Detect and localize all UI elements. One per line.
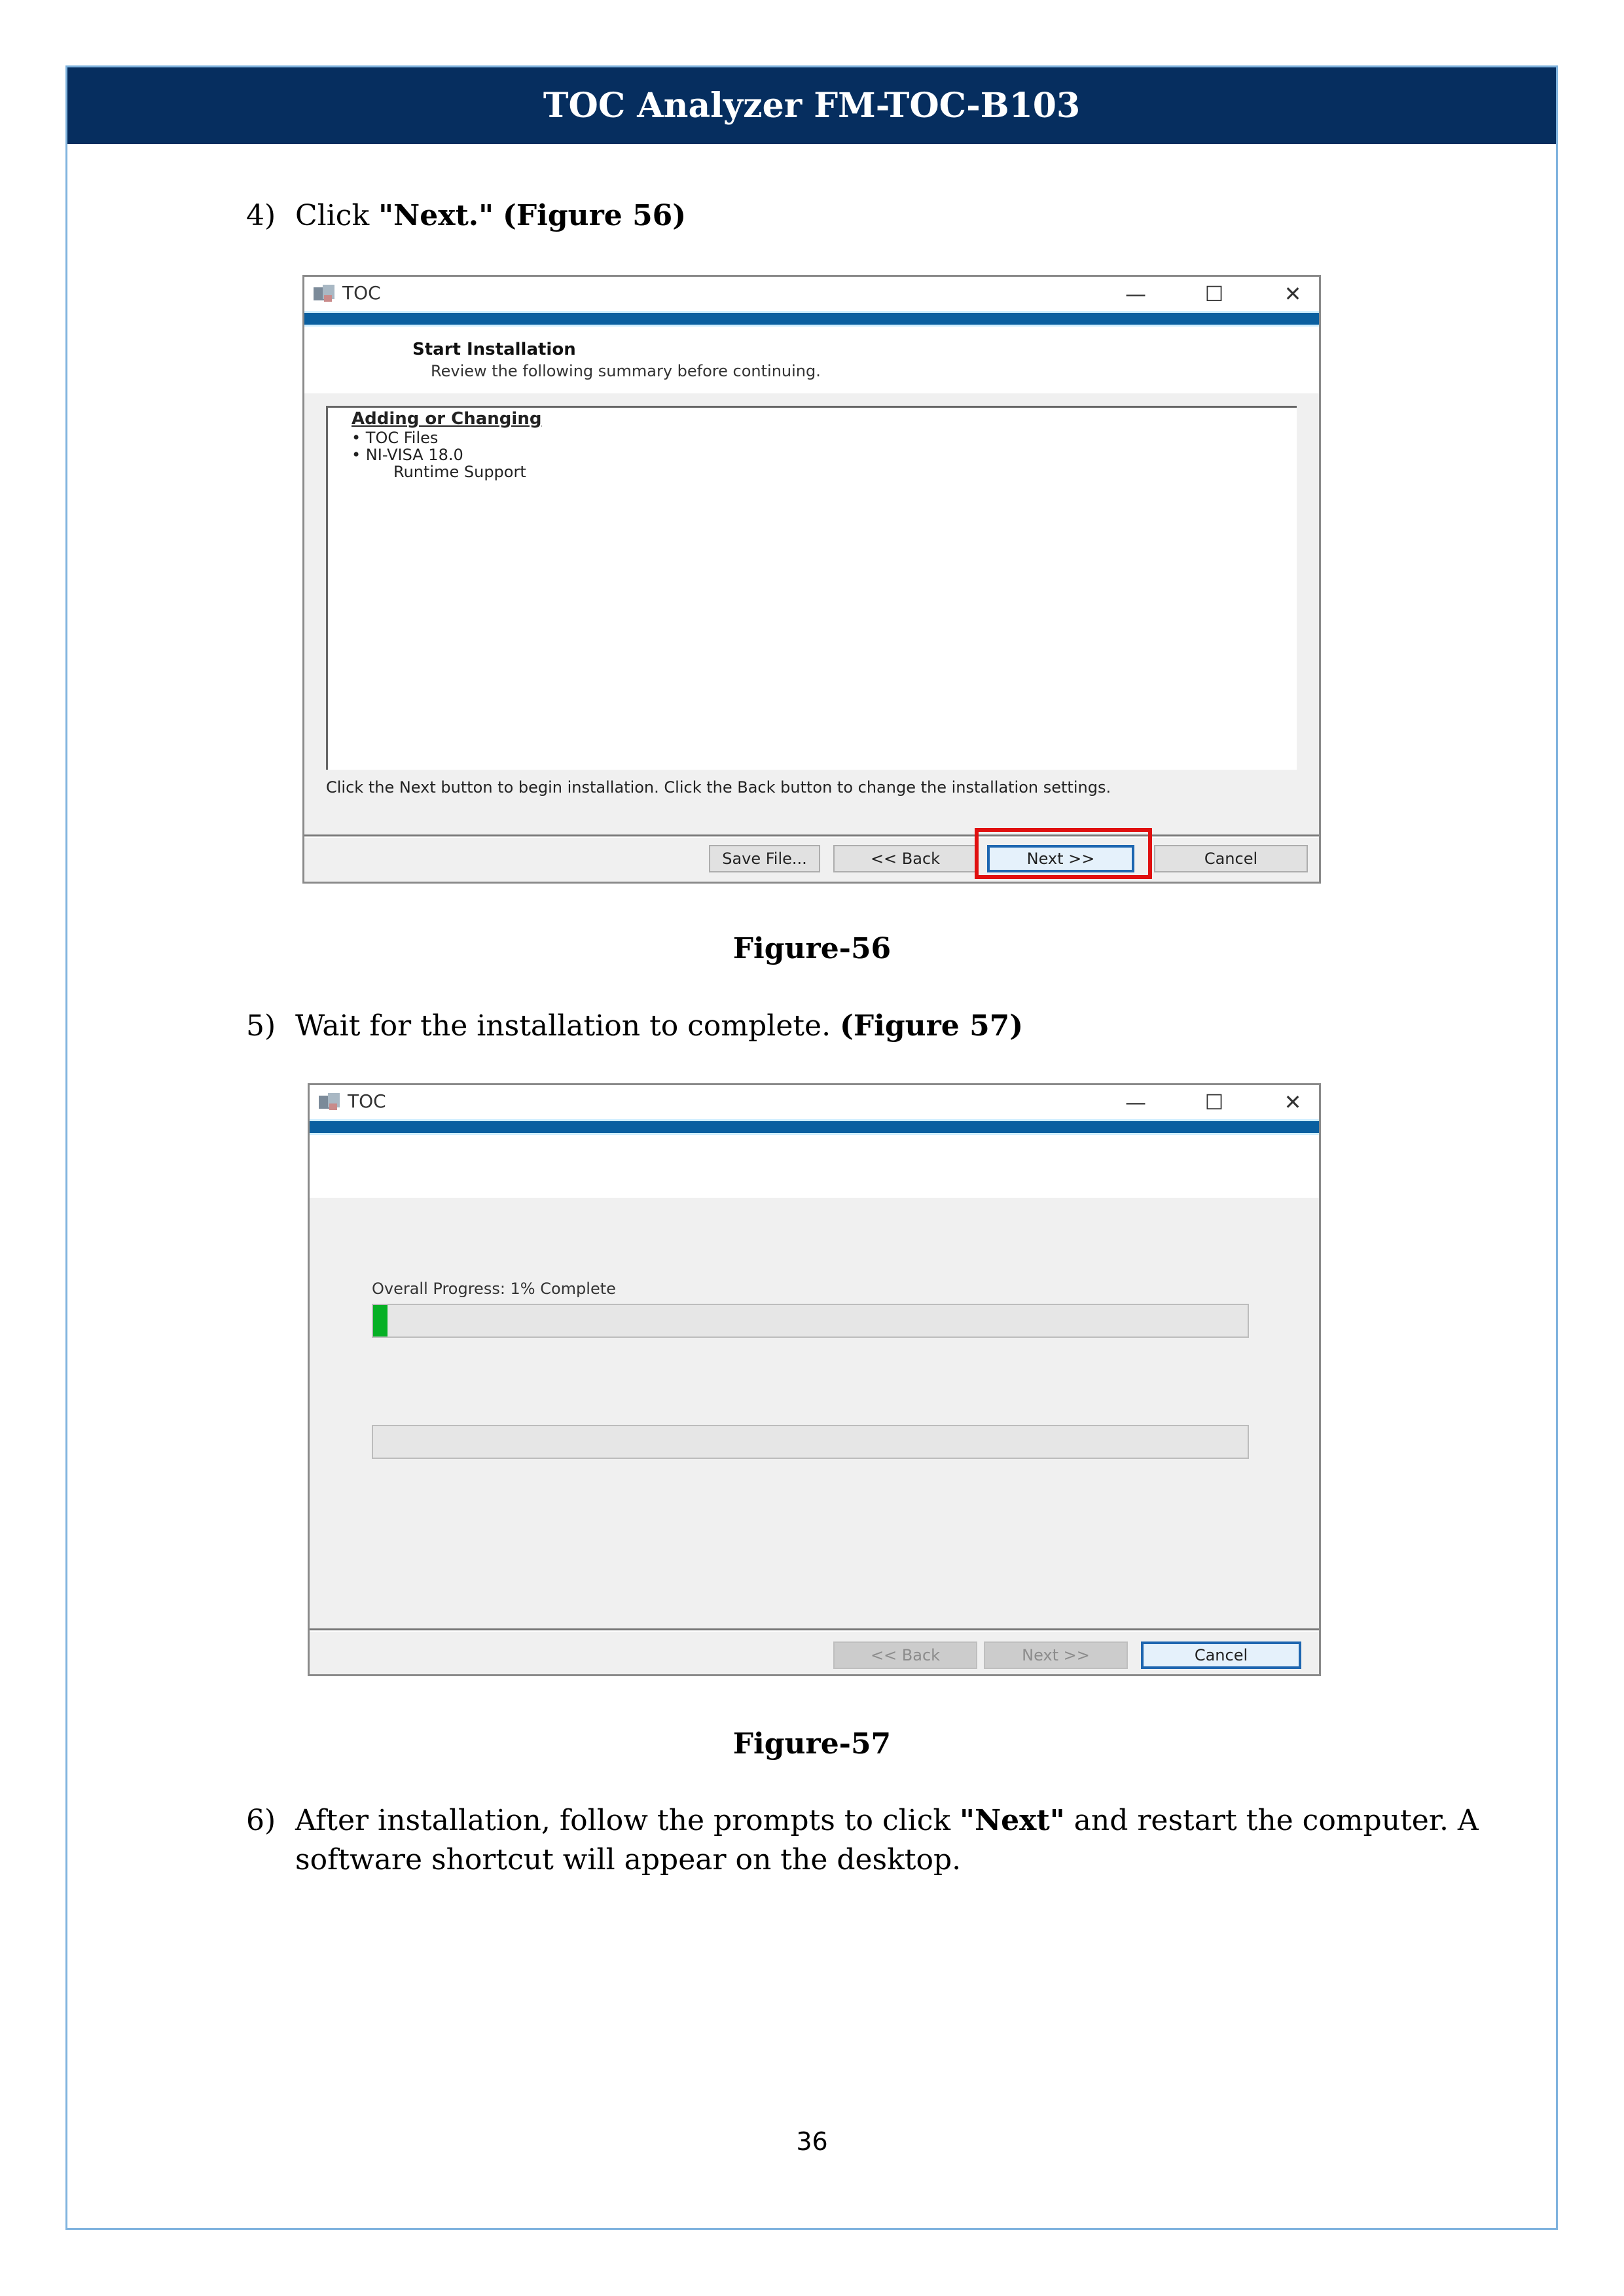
step-6: 6) After installation, follow the prompts to click "Next" and restart the computer. A	[246, 1801, 1479, 1840]
installer-window-progress	[308, 1083, 1321, 1676]
progress-label: Overall Progress: 1% Complete	[372, 1280, 616, 1298]
figure-57-caption: Figure-57	[732, 1727, 892, 1761]
summary-list[interactable]	[326, 406, 1297, 770]
installer-window-start	[302, 275, 1321, 884]
figure-56-caption: Figure-56	[732, 932, 892, 965]
list-header: Adding or Changing	[352, 409, 542, 429]
overall-progress-bar	[372, 1304, 1249, 1338]
step-4: 4) Click "Next." (Figure 56)	[246, 196, 686, 236]
cancel-button[interactable]: Cancel	[1141, 1641, 1301, 1669]
list-item: • NI-VISA 18.0	[352, 446, 463, 464]
next-highlight-box	[975, 828, 1152, 879]
wizard-subheading: Review the following summary before continuing.	[431, 362, 821, 380]
window-title: TOC	[348, 1090, 386, 1112]
step-number: 4)	[246, 199, 276, 232]
app-icon	[314, 285, 336, 303]
list-item: • TOC Files	[352, 429, 439, 447]
wizard-header	[310, 1135, 1319, 1198]
sub-progress-bar	[372, 1425, 1249, 1459]
divider	[310, 1628, 1319, 1632]
progress-fill	[373, 1305, 388, 1336]
document-header: TOC Analyzer FM-TOC-B103	[67, 67, 1556, 144]
step-5: 5) Wait for the installation to complete. (Figure 57)	[246, 1007, 1023, 1046]
title-bar	[310, 1085, 1319, 1119]
save-file-button[interactable]: Save File...	[709, 845, 820, 872]
wizard-heading: Start Installation	[412, 340, 576, 359]
back-button[interactable]: << Back	[833, 845, 977, 872]
minimize-icon[interactable]: —	[1125, 281, 1146, 306]
minimize-icon[interactable]: —	[1125, 1090, 1146, 1115]
app-icon	[319, 1093, 341, 1111]
wizard-header	[304, 327, 1319, 393]
maximize-icon[interactable]: ☐	[1204, 1090, 1224, 1115]
step-6-continued: software shortcut will appear on the desktop.	[295, 1843, 962, 1876]
divider	[304, 834, 1319, 838]
back-button[interactable]: << Back	[833, 1641, 977, 1669]
title-bar	[304, 277, 1319, 311]
close-icon[interactable]: ✕	[1284, 1090, 1302, 1115]
step-number: 5)	[246, 1009, 276, 1043]
step-number: 6)	[246, 1804, 276, 1837]
next-button[interactable]: Next >>	[984, 1641, 1128, 1669]
next-button[interactable]: Next >>	[987, 845, 1134, 872]
close-icon[interactable]: ✕	[1284, 281, 1302, 306]
info-text: Click the Next button to begin installation. Click the Back button to change the installation settings.	[326, 778, 1111, 797]
accent-bar	[310, 1119, 1319, 1135]
maximize-icon[interactable]: ☐	[1204, 281, 1224, 306]
page-number: 36	[796, 2127, 828, 2156]
list-item: Runtime Support	[393, 463, 526, 481]
window-title: TOC	[342, 282, 381, 304]
cancel-button[interactable]: Cancel	[1154, 845, 1308, 872]
accent-bar	[304, 311, 1319, 327]
